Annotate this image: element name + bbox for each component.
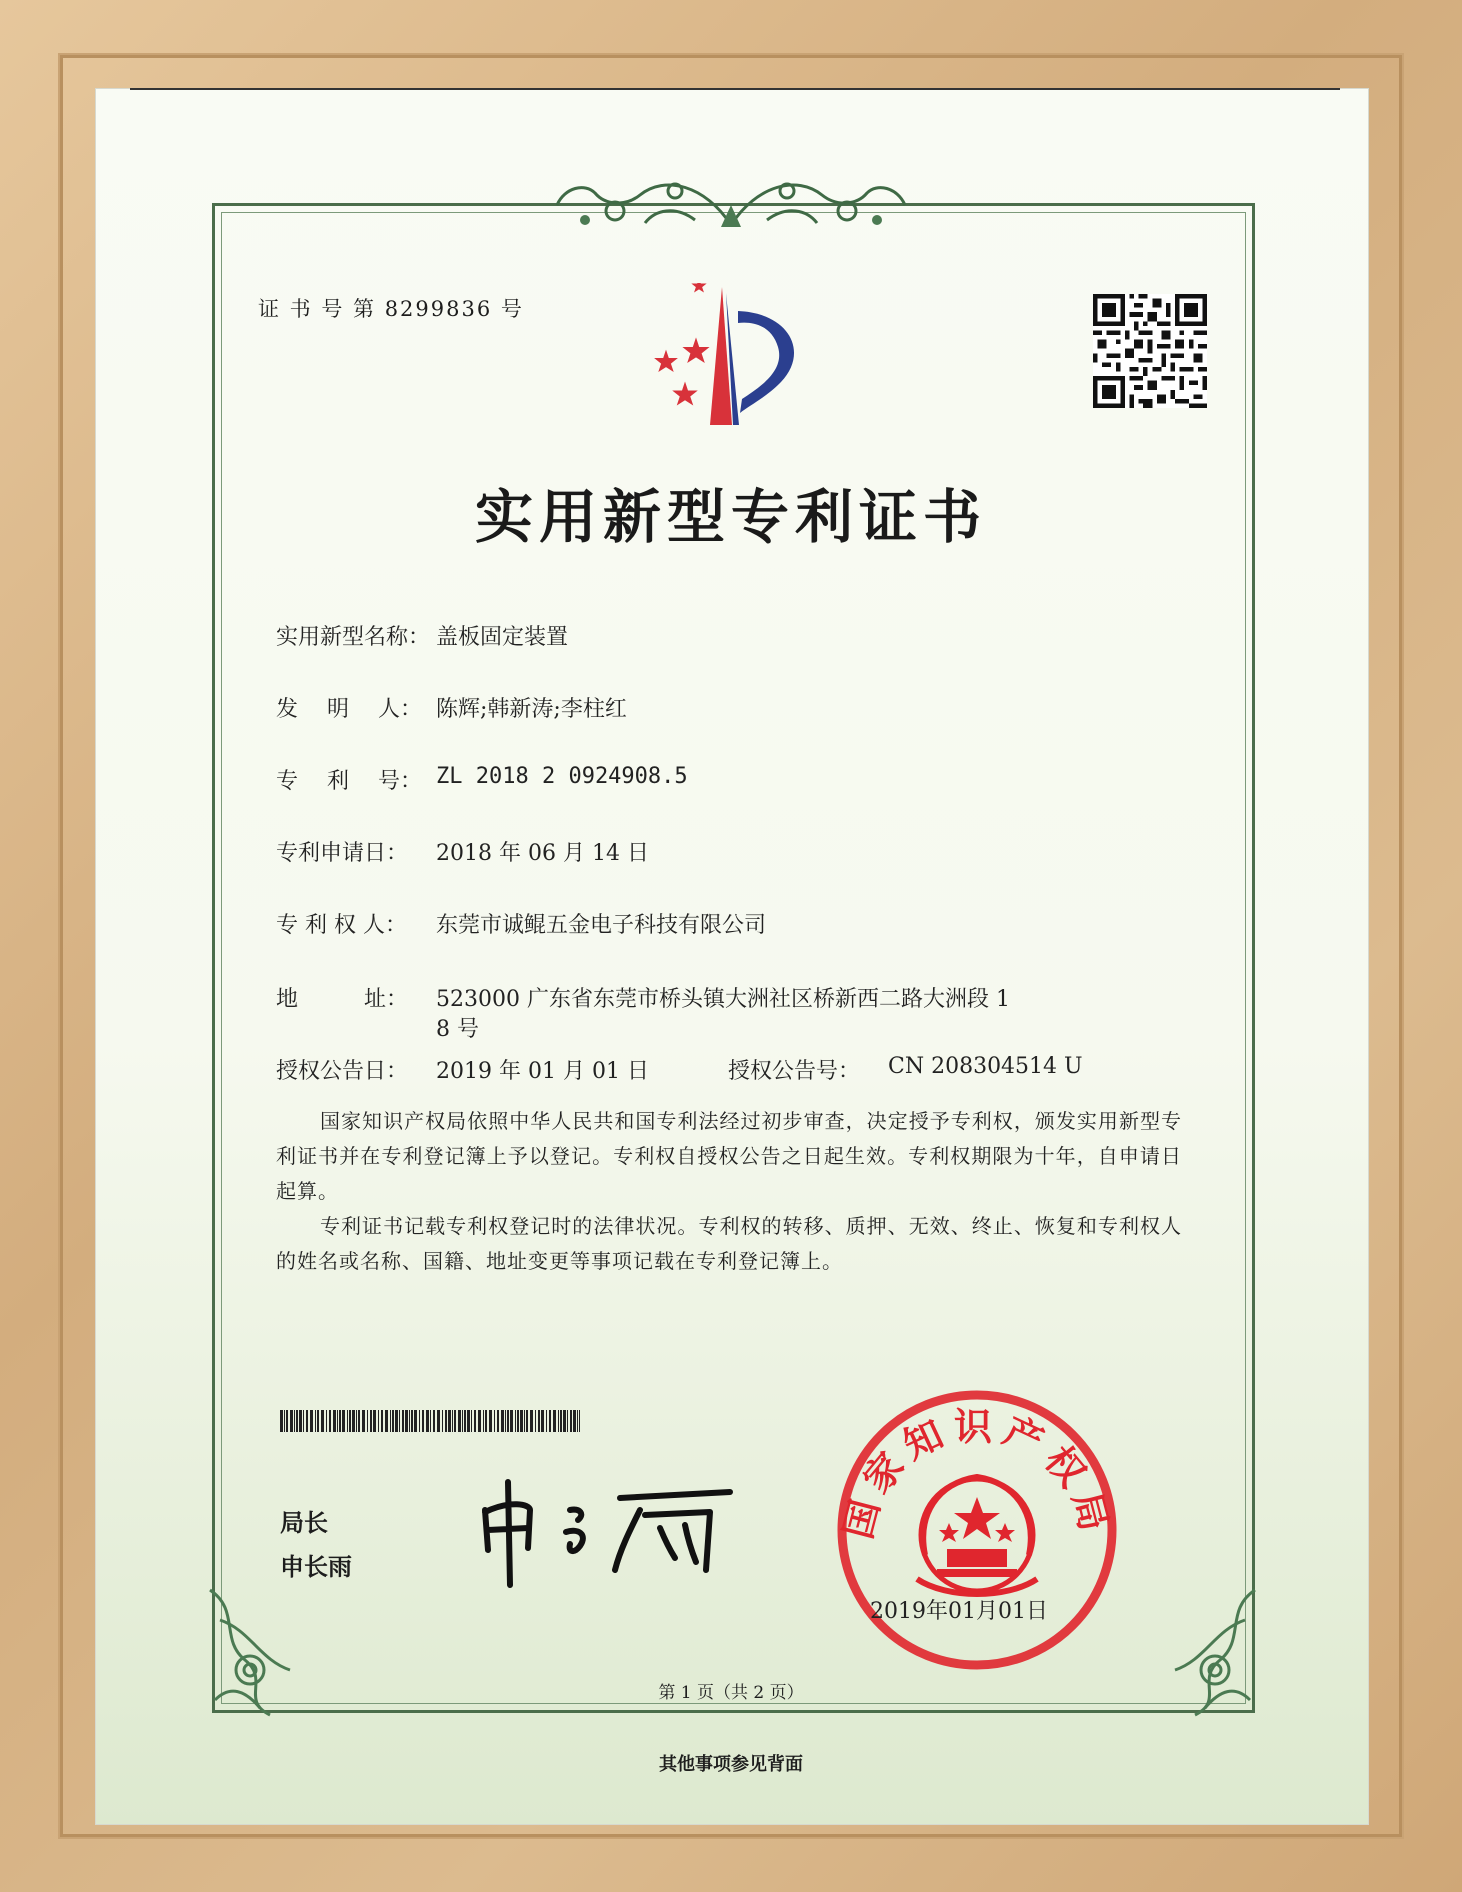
field-value-patentee: 东莞市诚鲲五金电子科技有限公司 [436,913,767,938]
document-title: 实用新型专利证书 [474,483,987,551]
field-label-grant-date: 授权公告日： [276,1059,409,1084]
signatory-name: 申长雨 [280,1553,352,1581]
page-number: 第 1 页（共 2 页） [658,1683,804,1703]
field-value-address: 523000 广东省东莞市桥头镇大洲社区桥新西二路大洲段 1 [436,987,1010,1012]
signatory-title: 局长 [280,1509,328,1537]
seal-text: 国家知识产权局 [835,1405,1119,1544]
field-value-grant-date: 2019 年 01 月 01 日 [436,1059,649,1084]
field-value-address-line2: 8 号 [436,1017,479,1042]
field-value-filing-date: 2018 年 06 月 14 日 [436,841,649,866]
seal-date: 2019年01月01日 [870,1599,1048,1624]
back-note: 其他事项参见背面 [659,1754,803,1775]
qr-code [1093,294,1207,408]
patent-office-logo [640,283,820,431]
certificate-number: 证 书 号 第 8299836 号 [258,297,524,321]
field-label-inventor: 发 明 人： [276,697,422,722]
field-value-inventor: 陈辉;韩新涛;李柱红 [436,697,627,722]
field-label-name: 实用新型名称： [276,625,431,650]
barcode [280,1410,580,1432]
field-value-patent-no: ZL 2018 2 0924908.5 [436,764,688,789]
body-paragraph-1: 国家知识产权局依照中华人民共和国专利法经过初步审查，决定授予专利权，颁发实用新型专利证书并在专利登记簿上予以登记。专利权自授权公告之日起生效。专利权期限为十年，自申请日起算。 [276,1109,1182,1203]
field-label-publication-no: 授权公告号： [728,1059,861,1084]
field-label-patent-no: 专 利 号： [276,769,422,794]
field-label-patentee: 专 利 权 人： [276,913,407,938]
handwritten-signature [470,1470,740,1590]
field-value-name: 盖板固定装置 [436,625,569,650]
field-label-filing-date: 专利申请日： [276,841,409,866]
top-rule [130,88,1340,90]
body-paragraph-2: 专利证书记载专利权登记时的法律状况。专利权的转移、质押、无效、终止、恢复和专利权人的姓名或名称、国籍、地址变更等事项记载在专利登记簿上。 [276,1214,1182,1273]
top-ornament-icon [545,165,917,237]
field-value-publication-no: CN 208304514 U [888,1054,1083,1079]
official-seal [832,1385,1122,1675]
field-label-address: 地 址： [276,987,409,1012]
